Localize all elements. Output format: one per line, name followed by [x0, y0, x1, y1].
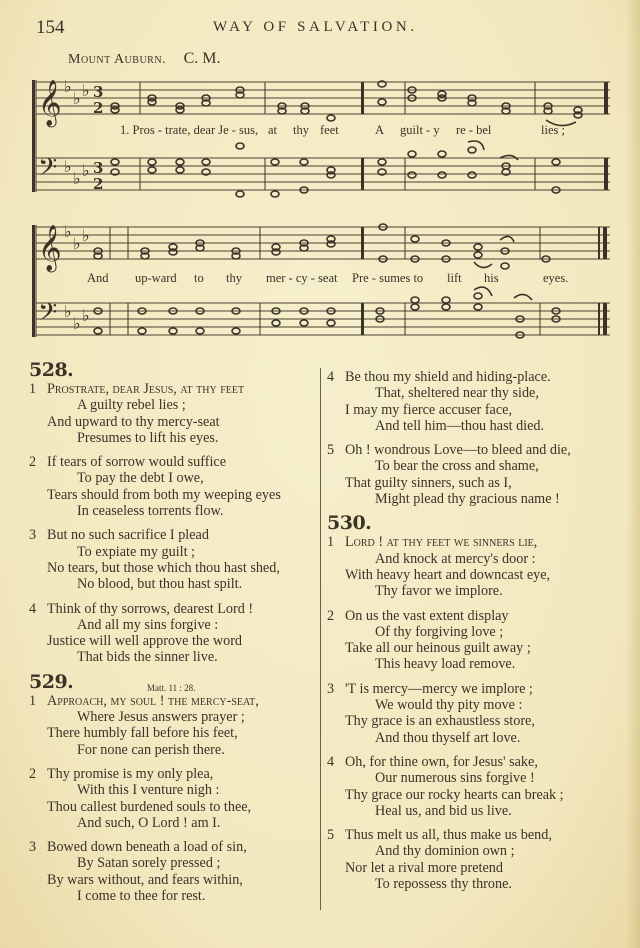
- stanza-line: I come to thee for rest.: [77, 888, 206, 905]
- svg-text:♭: ♭: [73, 314, 81, 333]
- lyric-syllable: 1. Pros - trate, dear Je - sus,: [120, 123, 259, 137]
- hymn-number: 528.: [29, 359, 74, 381]
- stanza-line: That, sheltered near thy side,: [375, 385, 539, 402]
- stanza-number: 1: [29, 692, 37, 709]
- svg-text:2: 2: [93, 99, 104, 117]
- stanza-line: Justice will well approve the word: [47, 633, 243, 650]
- stanza-line: To pay the debt I owe,: [77, 470, 204, 487]
- stanza-line: Thus melt us all, thus make us bend,: [345, 827, 552, 844]
- stanza-line: This heavy load remove.: [375, 656, 516, 673]
- stanza-line: Approach, my soul ! the mercy-seat,: [47, 692, 259, 709]
- stanza-line: That guilty sinners, such as I,: [345, 474, 512, 491]
- stanza: [327, 754, 632, 819]
- svg-text:♭: ♭: [73, 169, 81, 188]
- stanza-line: Take all our heinous guilt away ;: [345, 640, 531, 657]
- stanza-line: Our numerous sins forgive !: [375, 770, 535, 787]
- svg-text:2: 2: [93, 175, 104, 193]
- hymn-528: [29, 359, 319, 666]
- stanza-number: 1: [29, 381, 37, 397]
- lyric-syllable: to: [194, 271, 204, 285]
- music-system-2: [0, 215, 640, 355]
- stanza-line: Be thou my shield and hiding-place.: [345, 369, 551, 385]
- stanza-number: 5: [327, 827, 335, 844]
- lyric-syllable: lies ;: [541, 123, 565, 137]
- stanza-line: Where Jesus answers prayer ;: [77, 709, 245, 726]
- stanza-line: Thy grace is an exhaustless store,: [345, 713, 535, 730]
- stanza-line: Tears should from both my weeping eyes: [47, 486, 281, 503]
- stanza-line: And such, O Lord ! am I.: [77, 814, 221, 831]
- lyric-syllable: Pre - sumes to: [352, 271, 424, 285]
- svg-text:𝄞: 𝄞: [38, 80, 62, 126]
- stanza-line: No tears, but those which thou hast shed,: [47, 559, 280, 576]
- stanza-number: 3: [29, 527, 37, 544]
- stanza-line: Thy promise is my only plea,: [47, 765, 214, 782]
- stanza-line: A guilty rebel lies ;: [77, 397, 186, 414]
- stanza: [327, 369, 632, 434]
- tune-title: [68, 50, 220, 68]
- stanza-line: With this I venture nigh :: [77, 782, 220, 799]
- stanza-line: Thy grace our rocky hearts can break ;: [345, 786, 564, 803]
- svg-text:♭: ♭: [82, 226, 90, 245]
- stanza-line: On us the vast extent display: [345, 607, 509, 624]
- stanza-line: Prostrate, dear Jesus, at thy feet: [47, 381, 245, 397]
- tune-name: Mount Auburn.: [68, 52, 167, 67]
- stanza-line: For none can perish there.: [77, 741, 225, 758]
- stanza: [29, 527, 319, 592]
- stanza-line: To expiate my guilt ;: [77, 543, 196, 560]
- stanza-line: To bear the cross and shame,: [375, 458, 539, 475]
- svg-text:𝄞: 𝄞: [38, 225, 62, 271]
- lyric-syllable: thy: [226, 271, 242, 285]
- stanza-line: In ceaseless torrents flow.: [77, 503, 224, 520]
- stanza-line: I may my fierce accuser face,: [345, 401, 512, 418]
- stanza: [327, 681, 632, 746]
- hymn-530: [327, 512, 632, 893]
- stanza-line: Thou callest burdened souls to thee,: [47, 798, 252, 815]
- right-column: [327, 369, 632, 900]
- tune-meter: C. M.: [183, 50, 221, 67]
- lyric-syllable: feet: [320, 123, 339, 137]
- stanza-number: 4: [327, 369, 335, 385]
- svg-text:♭: ♭: [73, 234, 81, 253]
- stanza: [29, 454, 319, 519]
- lyric-syllable: eyes.: [543, 271, 569, 285]
- stanza-line: And thou thyself art love.: [375, 729, 521, 746]
- svg-text:♭: ♭: [64, 77, 72, 96]
- stanza-number: 3: [29, 839, 37, 856]
- stanza-line: With heavy heart and downcast eye,: [345, 566, 551, 583]
- stanza-line: And knock at mercy's door :: [375, 550, 536, 567]
- stanza-line: But no such sacrifice I plead: [47, 527, 209, 544]
- lyric-syllable: thy: [293, 123, 309, 137]
- stanza-number: 5: [327, 442, 335, 459]
- column-divider: [320, 368, 321, 910]
- stanza-line: To repossess thy throne.: [375, 876, 512, 893]
- stanza-line: We would thy pity move :: [375, 697, 523, 714]
- lyric-syllable: his: [484, 271, 499, 285]
- svg-text:♭: ♭: [82, 306, 90, 325]
- svg-text:3: 3: [93, 159, 104, 177]
- stanza-line: By wars without, and fears within,: [47, 871, 243, 888]
- stanza-line: Bowed down beneath a load of sin,: [47, 839, 247, 856]
- svg-text:♭: ♭: [82, 161, 90, 180]
- stanza-line: That bids the sinner live.: [77, 649, 218, 666]
- scripture-reference: Matt. 11 : 28.: [147, 682, 196, 693]
- stanza-line: Might plead thy gracious name !: [375, 491, 560, 508]
- svg-text:3: 3: [93, 83, 104, 101]
- stanza-line: And upward to thy mercy-seat: [47, 413, 220, 430]
- lyric-syllable: up-ward: [135, 271, 177, 285]
- stanza: [327, 827, 632, 892]
- svg-text:𝄢: 𝄢: [38, 153, 58, 188]
- stanza-number: 2: [29, 765, 37, 782]
- stanza-line: 'T is mercy—mercy we implore ;: [345, 680, 533, 697]
- stanza-line: Thy favor we implore.: [375, 583, 503, 600]
- stanza-number: 3: [327, 680, 335, 697]
- stanza-line: And thy dominion own ;: [375, 843, 515, 860]
- stanza-line: Oh ! wondrous Love—to bleed and die,: [345, 442, 571, 459]
- lyric-syllable: mer - cy - seat: [266, 271, 338, 285]
- hymn-number: 529.: [29, 670, 74, 693]
- lyric-line-1: [0, 123, 640, 139]
- stanza-line: Heal us, and bid us live.: [375, 802, 512, 819]
- stanza: [327, 534, 632, 599]
- stanza-line: There humbly fall before his feet,: [47, 725, 238, 742]
- svg-text:♭: ♭: [64, 157, 72, 176]
- left-column: [29, 359, 319, 912]
- stanza-line: If tears of sorrow would suffice: [47, 454, 226, 471]
- lyric-syllable: lift: [447, 271, 462, 285]
- stanza-line: Presumes to lift his eyes.: [77, 429, 219, 446]
- lyric-syllable: re - bel: [456, 123, 492, 137]
- stanza-line: Of thy forgiving love ;: [375, 623, 504, 640]
- stanza: [29, 839, 319, 904]
- stanza-number: 2: [327, 607, 335, 624]
- stanza-number: 2: [29, 454, 37, 471]
- hymn-529: [29, 670, 319, 905]
- stanza-line: Oh, for thine own, for Jesus' sake,: [345, 753, 538, 770]
- hymn-number: 530.: [327, 512, 372, 535]
- stanza: [327, 442, 632, 507]
- page-header: [0, 17, 640, 37]
- stanza: [29, 601, 319, 666]
- svg-text:♭: ♭: [64, 222, 72, 241]
- stanza-line: Nor let a rival more pretend: [345, 859, 503, 876]
- stanza-number: 4: [29, 600, 37, 617]
- lyric-syllable: And: [87, 271, 109, 285]
- stanza-line: By Satan sorely pressed ;: [77, 855, 221, 872]
- svg-text:𝄢: 𝄢: [38, 298, 58, 333]
- music-system-1: [0, 70, 640, 210]
- stanza-number: 1: [327, 534, 335, 551]
- stanza-line: Lord ! at thy feet we sinners lie,: [345, 534, 538, 551]
- stanza-line: And all my sins forgive :: [77, 616, 219, 633]
- stanza: [29, 693, 319, 758]
- svg-text:♭: ♭: [64, 302, 72, 321]
- lyric-syllable: guilt - y: [400, 123, 440, 137]
- lyric-syllable: at: [268, 123, 278, 137]
- lyric-line-2: [0, 271, 640, 287]
- stanza: [29, 766, 319, 831]
- running-title: WAY OF SALVATION.: [213, 19, 418, 35]
- stanza-line: And tell him—thou hast died.: [375, 417, 545, 434]
- stanza: [327, 608, 632, 673]
- stanza: [29, 381, 319, 446]
- lyric-syllable: A: [375, 123, 385, 137]
- stanza-line: No blood, but thou hast spilt.: [77, 576, 243, 593]
- svg-text:♭: ♭: [73, 89, 81, 108]
- stanza-number: 4: [327, 753, 335, 770]
- grand-staff-1: [0, 70, 640, 210]
- svg-text:♭: ♭: [82, 81, 90, 100]
- stanza-line: Think of thy sorrows, dearest Lord !: [47, 600, 254, 617]
- page-number: 154: [36, 17, 65, 38]
